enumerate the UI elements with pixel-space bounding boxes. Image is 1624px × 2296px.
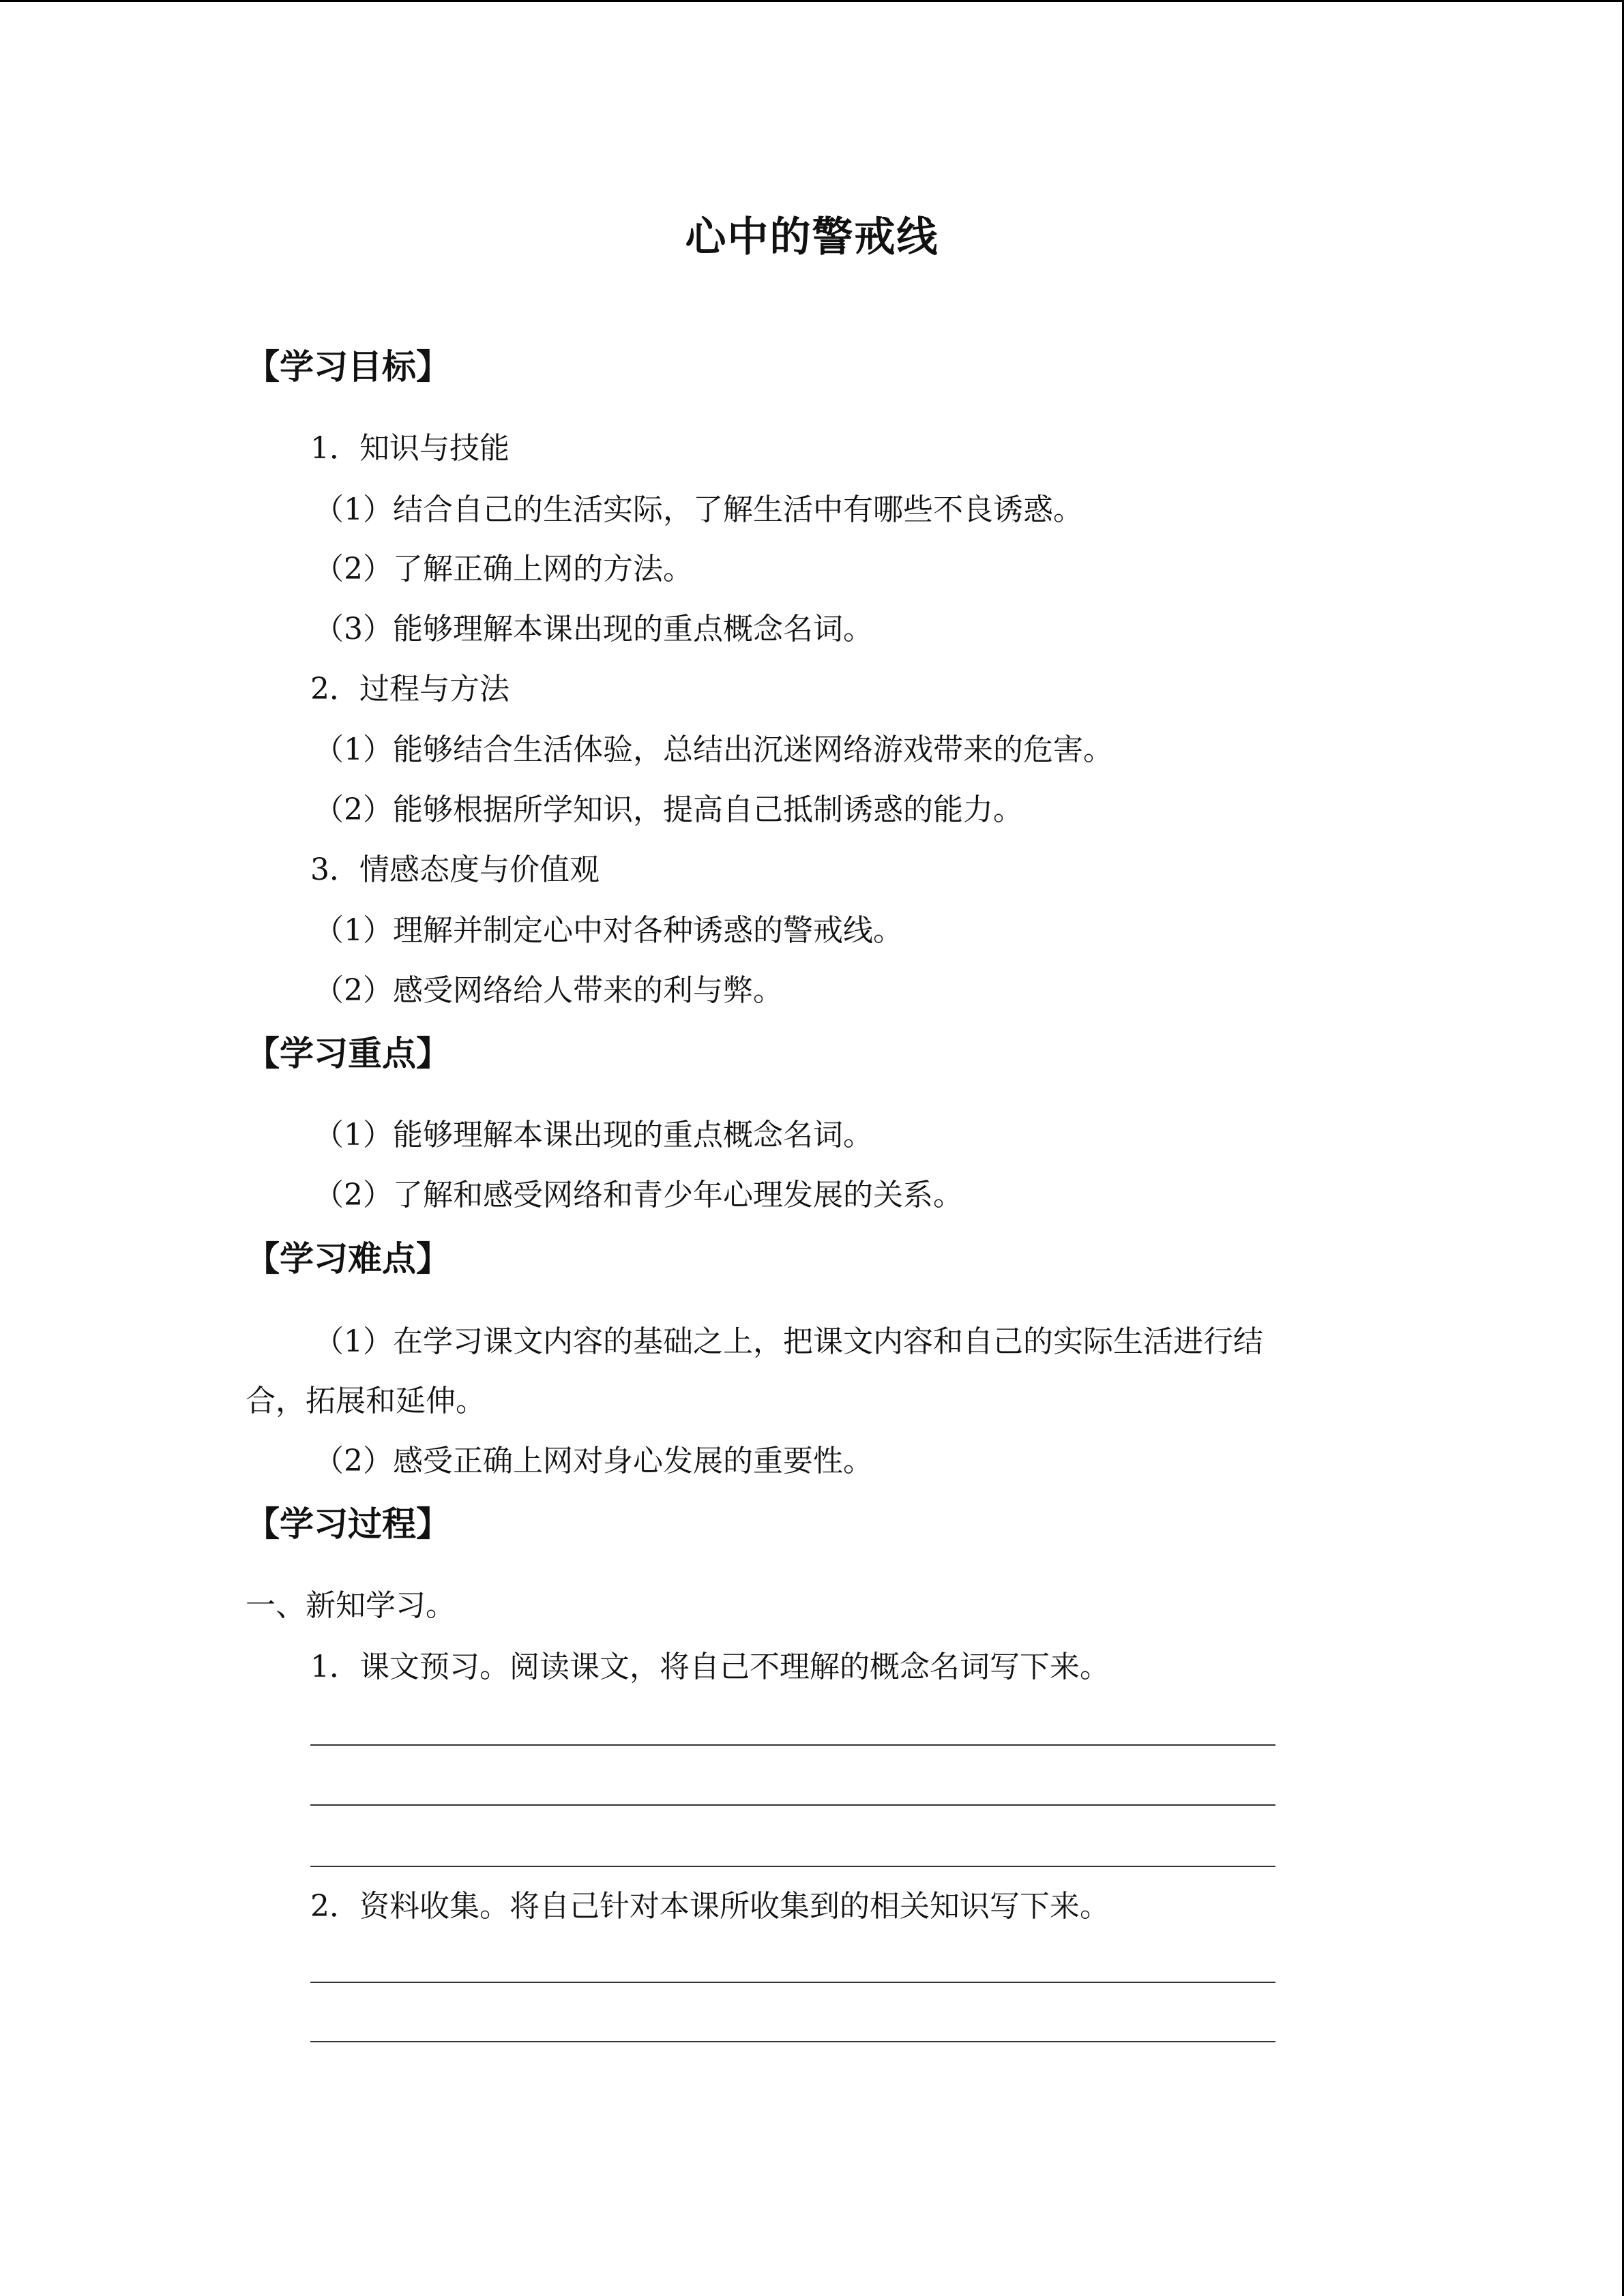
goal-item: （1）能够结合生活体验，总结出沉迷网络游戏带来的危害。 — [314, 732, 1113, 767]
difficulty-item: （1）在学习课文内容的基础之上，把课文内容和自己的实际生活进行结 — [314, 1324, 1263, 1359]
difficulty-item: （2）感受正确上网对身心发展的重要性。 — [314, 1444, 873, 1478]
section-heading-process: 【学习过程】 — [246, 1504, 450, 1544]
answer-line[interactable] — [310, 1982, 1275, 1983]
difficulty-item-continued: 合，拓展和延伸。 — [246, 1384, 486, 1418]
process-part-title: 一、新知学习。 — [246, 1588, 456, 1623]
goal-item: （2）了解正确上网的方法。 — [314, 552, 693, 586]
section-heading-difficulty: 【学习难点】 — [246, 1239, 450, 1279]
answer-line[interactable] — [310, 2041, 1275, 2042]
goal-item: （3）能够理解本课出现的重点概念名词。 — [314, 612, 873, 646]
goal-item: （1）结合自己的生活实际，了解生活中有哪些不良诱惑。 — [314, 492, 1083, 527]
answer-line[interactable] — [310, 1866, 1275, 1867]
focus-item: （2）了解和感受网络和青少年心理发展的关系。 — [314, 1178, 963, 1212]
page-title: 心中的警戒线 — [685, 213, 939, 261]
goal-item: （1）理解并制定心中对各种诱惑的警戒线。 — [314, 913, 903, 948]
focus-item: （1）能够理解本课出现的重点概念名词。 — [314, 1118, 873, 1152]
goal-category: 3．情感态度与价值观 — [310, 852, 600, 887]
process-task: 1．课文预习。阅读课文，将自己不理解的概念名词写下来。 — [310, 1650, 1110, 1684]
goal-item: （2）能够根据所学知识，提高自己抵制诱惑的能力。 — [314, 792, 1023, 827]
answer-line[interactable] — [310, 1744, 1275, 1746]
goal-category: 1．知识与技能 — [310, 431, 510, 466]
section-heading-goals: 【学习目标】 — [246, 347, 450, 387]
answer-line[interactable] — [310, 1804, 1275, 1806]
process-task: 2．资料收集。将自己针对本课所收集到的相关知识写下来。 — [310, 1889, 1110, 1924]
section-heading-focus: 【学习重点】 — [246, 1034, 450, 1073]
goal-item: （2）感受网络给人带来的利与弊。 — [314, 973, 783, 1008]
goal-category: 2．过程与方法 — [310, 672, 510, 706]
